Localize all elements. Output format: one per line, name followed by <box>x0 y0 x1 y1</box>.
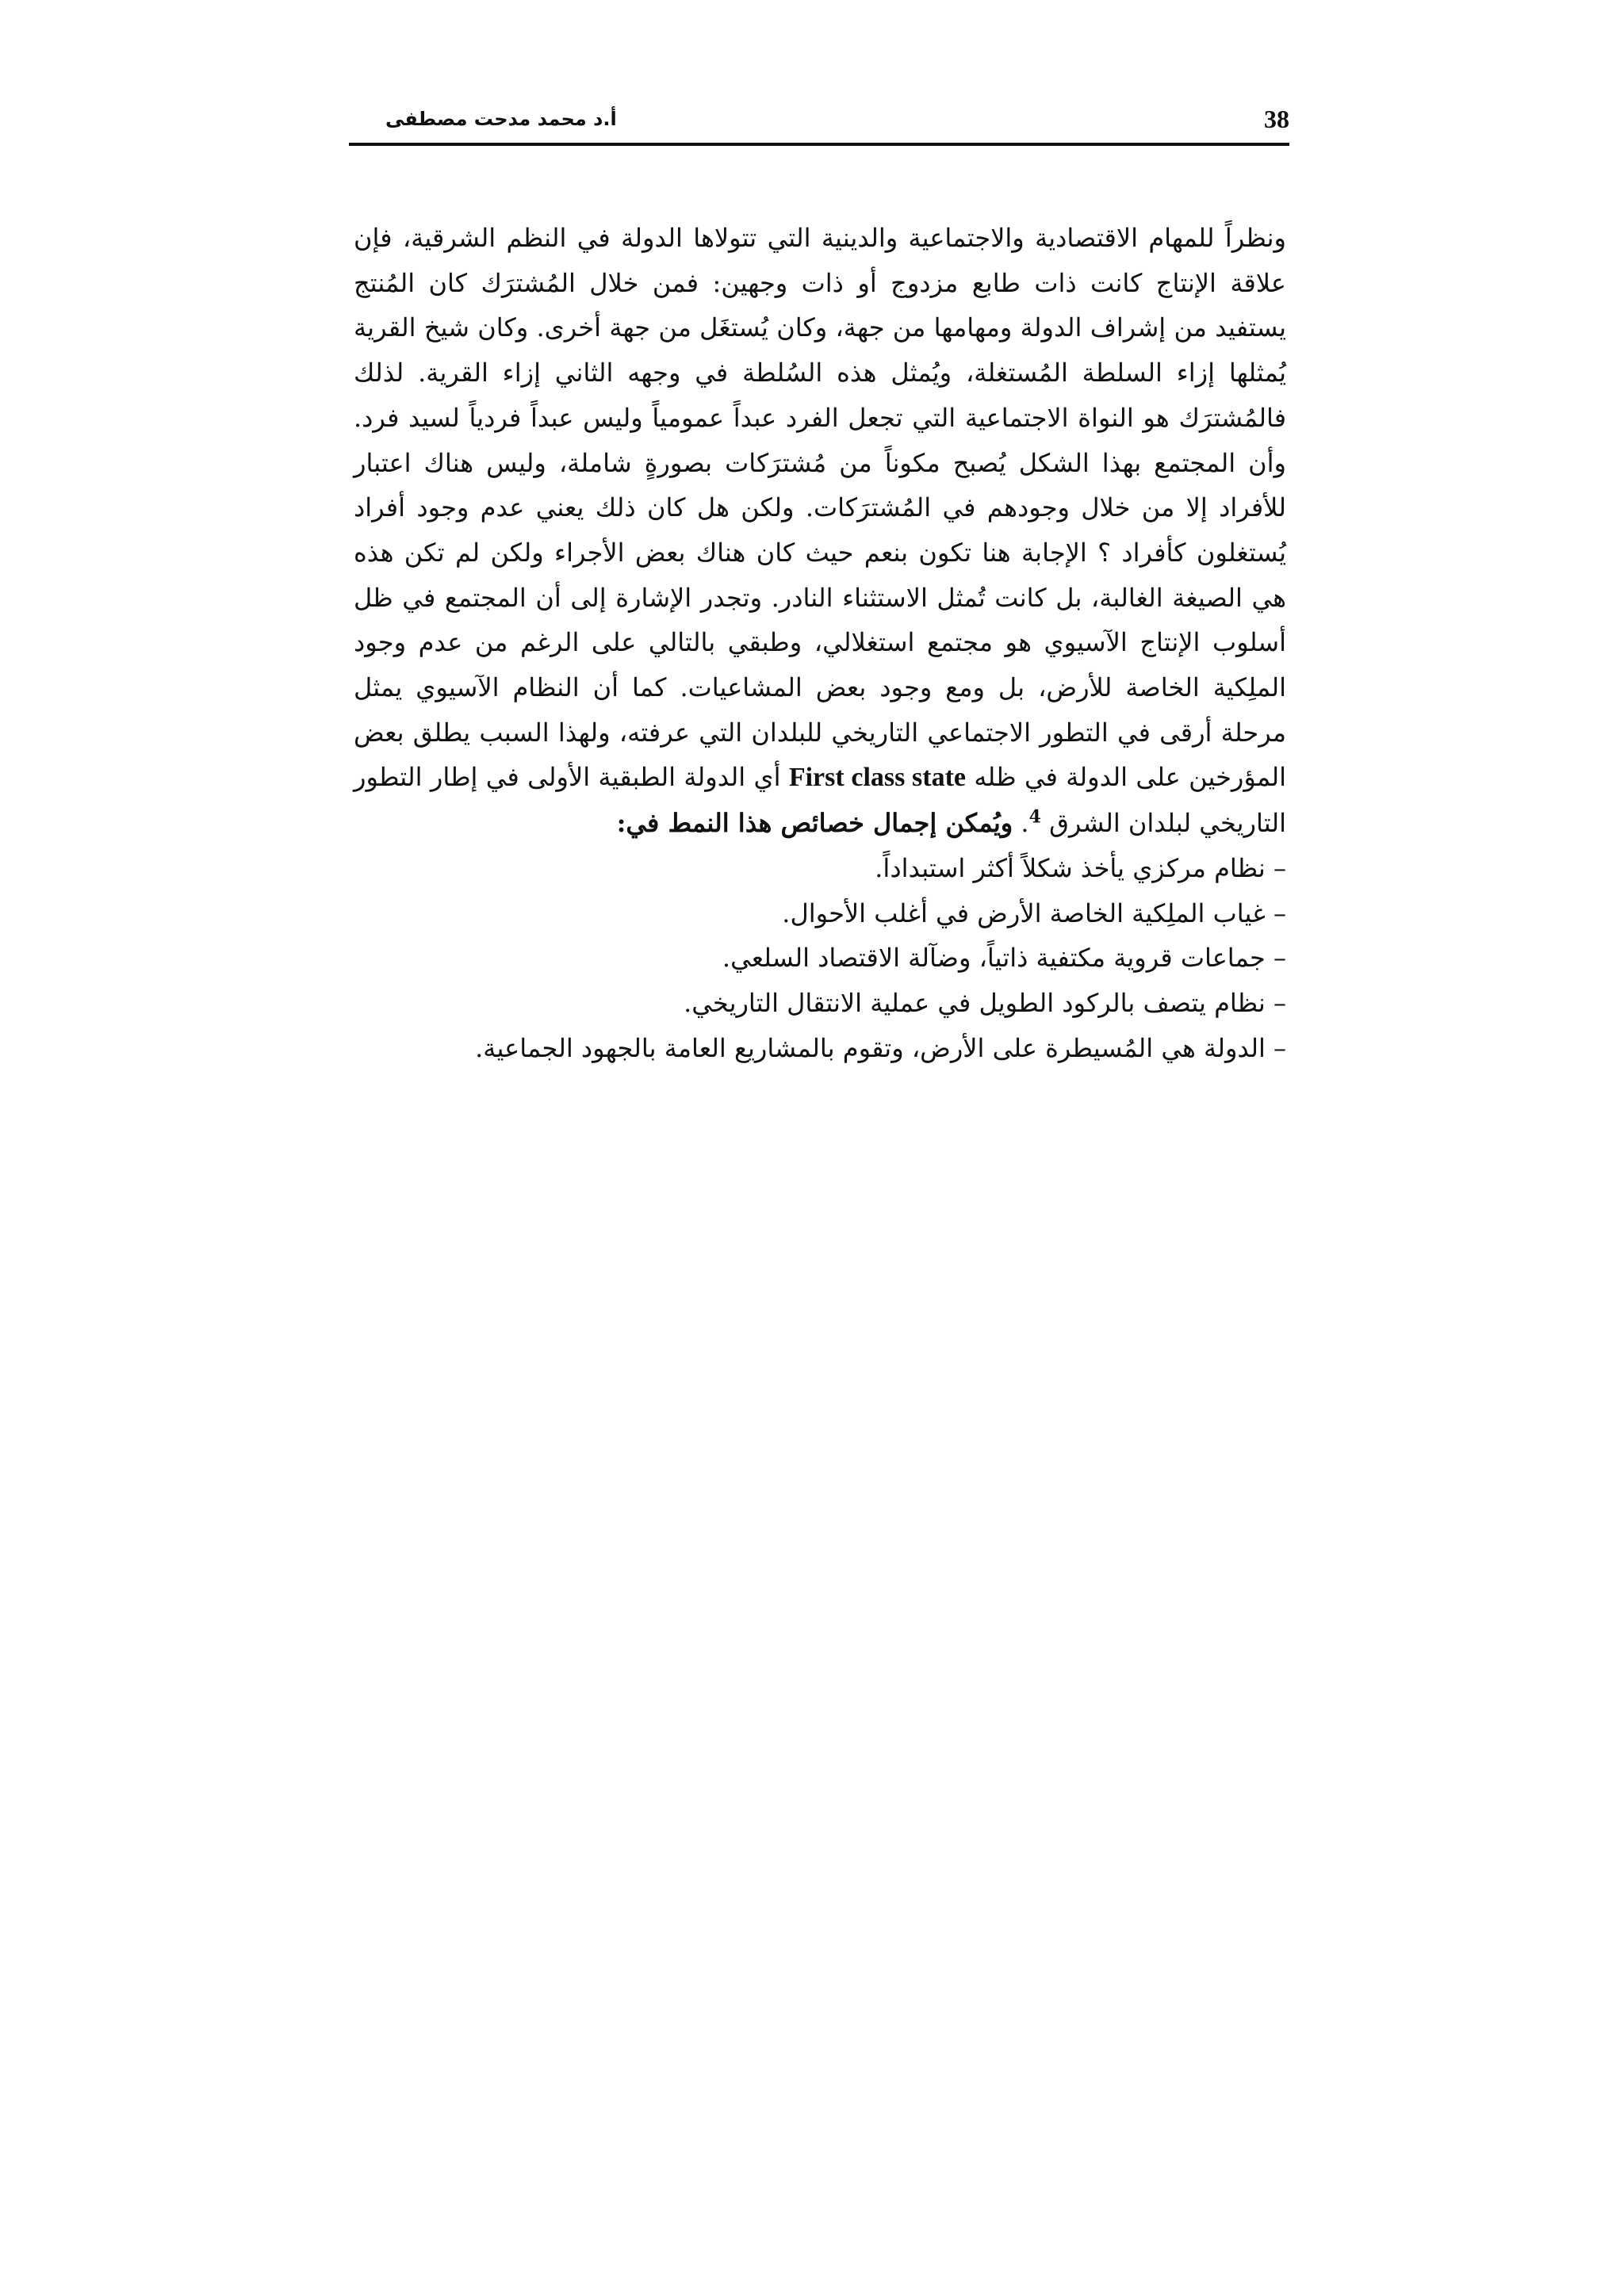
list-item: – جماعات قروية مكتفية ذاتياً، وضآلة الاقتصاد السلعي. <box>722 943 1286 974</box>
latin-term: First class state <box>788 763 967 793</box>
body-text <box>354 216 1286 1070</box>
page-number: 38 <box>1264 105 1289 133</box>
running-head-author: أ.د محمد مدحت مصطفى <box>385 108 617 130</box>
characteristics-list <box>354 846 1286 1071</box>
main-paragraph: ونظراً للمهام الاقتصادية والاجتماعية والدينية التي تتولاها الدولة في النظم الشرقية، فإن علاقة الإنتاج كانت ذات طابع مزدوج أو ذات وجهين: فمن خلال المُشترَك كان المُنتج يستفيد من إشراف الدولة ومهامها من جهة، وكان يُستغَل من جهة أخرى. وكان شيخ القرية يُمثلها إزاء السلطة المُستغلة، ويُمثل هذه السُلطة في وجهه الثاني إزاء القرية. لذلك فالمُشترَك هو النواة الاجتماعية التي تجعل الفرد عبداً عمومياً وليس عبداً فردياً لسيد فرد. وأن المجتمع بهذا الشكل يُصبح مكوناً من مُشترَكات بصورةٍ شاملة، وليس هناك اعتبار للأفراد إلا من خلال وجودهم في المُشترَكات. ولكن هل كان ذلك يعني عدم وجود أفراد يُستغلون كأفراد ؟ الإجابة هنا تكون بنعم حيث كان هناك بعض الأجراء ولكن لم تكن هذه هي الصيغة الغالبة، بل كانت تُمثل الاستثناء النادر. وتجدر الإشارة إلى أن المجتمع في ظل أسلوب الإنتاج الآسيوي هو مجتمع استغلالي، وطبقي بالتالي على الرغم من عدم وجود الملِكية الخاصة للأرض، بل ومع وجود بعض المشاعيات. كما أن النظام الآسيوي يمثل مرحلة أرقى في التطور الاجتماعي التاريخي للبلدان التي عرفته، ولهذا السبب يطلق بعض المؤرخين على الدولة في ظله First class state أي الدولة الطبقية الأولى في إطار التطور التاريخي لبلدان الشرق $^4$. ويُمكن إجمال خصائص هذا النمط في: <box>354 223 1287 839</box>
paragraph-after-latin: أي الدولة الطبقية الأولى في إطار التطور التاريخي لبلدان الشرق <box>354 762 1286 839</box>
page-header <box>349 101 1289 149</box>
footnote-reference: 4 <box>1028 806 1041 828</box>
list-item: – غياب الملِكية الخاصة الأرض في أغلب الأحوال. <box>782 897 1286 928</box>
header-rule <box>349 143 1289 146</box>
bold-tail-sentence: ويُمكن إجمال خصائص هذا النمط في: <box>616 808 1013 839</box>
list-item: – نظام مركزي يأخذ شكلاً أكثر استبداداً. <box>875 852 1286 883</box>
list-item: – نظام يتصف بالركود الطويل في عملية الانتقال التاريخي. <box>684 987 1286 1018</box>
list-item: – الدولة هي المُسيطرة على الأرض، وتقوم بالمشاريع العامة بالجهود الجماعية. <box>475 1032 1286 1063</box>
paragraph-before-latin: ونظراً للمهام الاقتصادية والاجتماعية والدينية التي تتولاها الدولة في النظم الشرقية، فإن علاقة الإنتاج كانت ذات طابع مزدوج أو ذات وجهين: فمن خلال المُشترَك كان المُنتج يستفيد من إشراف الدولة ومهامها من جهة، وكان يُستغَل من جهة أخرى. وكان شيخ القرية يُمثلها إزاء السلطة المُستغلة، ويُمثل هذه السُلطة في وجهه الثاني إزاء القرية. لذلك فالمُشترَك هو النواة الاجتماعية التي تجعل الفرد عبداً عمومياً وليس عبداً فردياً لسيد فرد. وأن المجتمع بهذا الشكل يُصبح مكوناً من مُشترَكات بصورةٍ شاملة، وليس هناك اعتبار للأفراد إلا من خلال وجودهم في المُشترَكات. ولكن هل كان ذلك يعني عدم وجود أفراد يُستغلون كأفراد ؟ الإجابة هنا تكون بنعم حيث كان هناك بعض الأجراء ولكن لم تكن هذه هي الصيغة الغالبة، بل كانت تُمثل الاستثناء النادر. وتجدر الإشارة إلى أن المجتمع في ظل أسلوب الإنتاج الآسيوي هو مجتمع استغلالي، وطبقي بالتالي على الرغم من عدم وجود الملِكية الخاصة للأرض، بل ومع وجود بعض المشاعيات. كما أن النظام الآسيوي يمثل مرحلة أرقى في التطور الاجتماعي التاريخي للبلدان التي عرفته، ولهذا السبب يطلق بعض المؤرخين على الدولة في ظله <box>354 223 1287 793</box>
